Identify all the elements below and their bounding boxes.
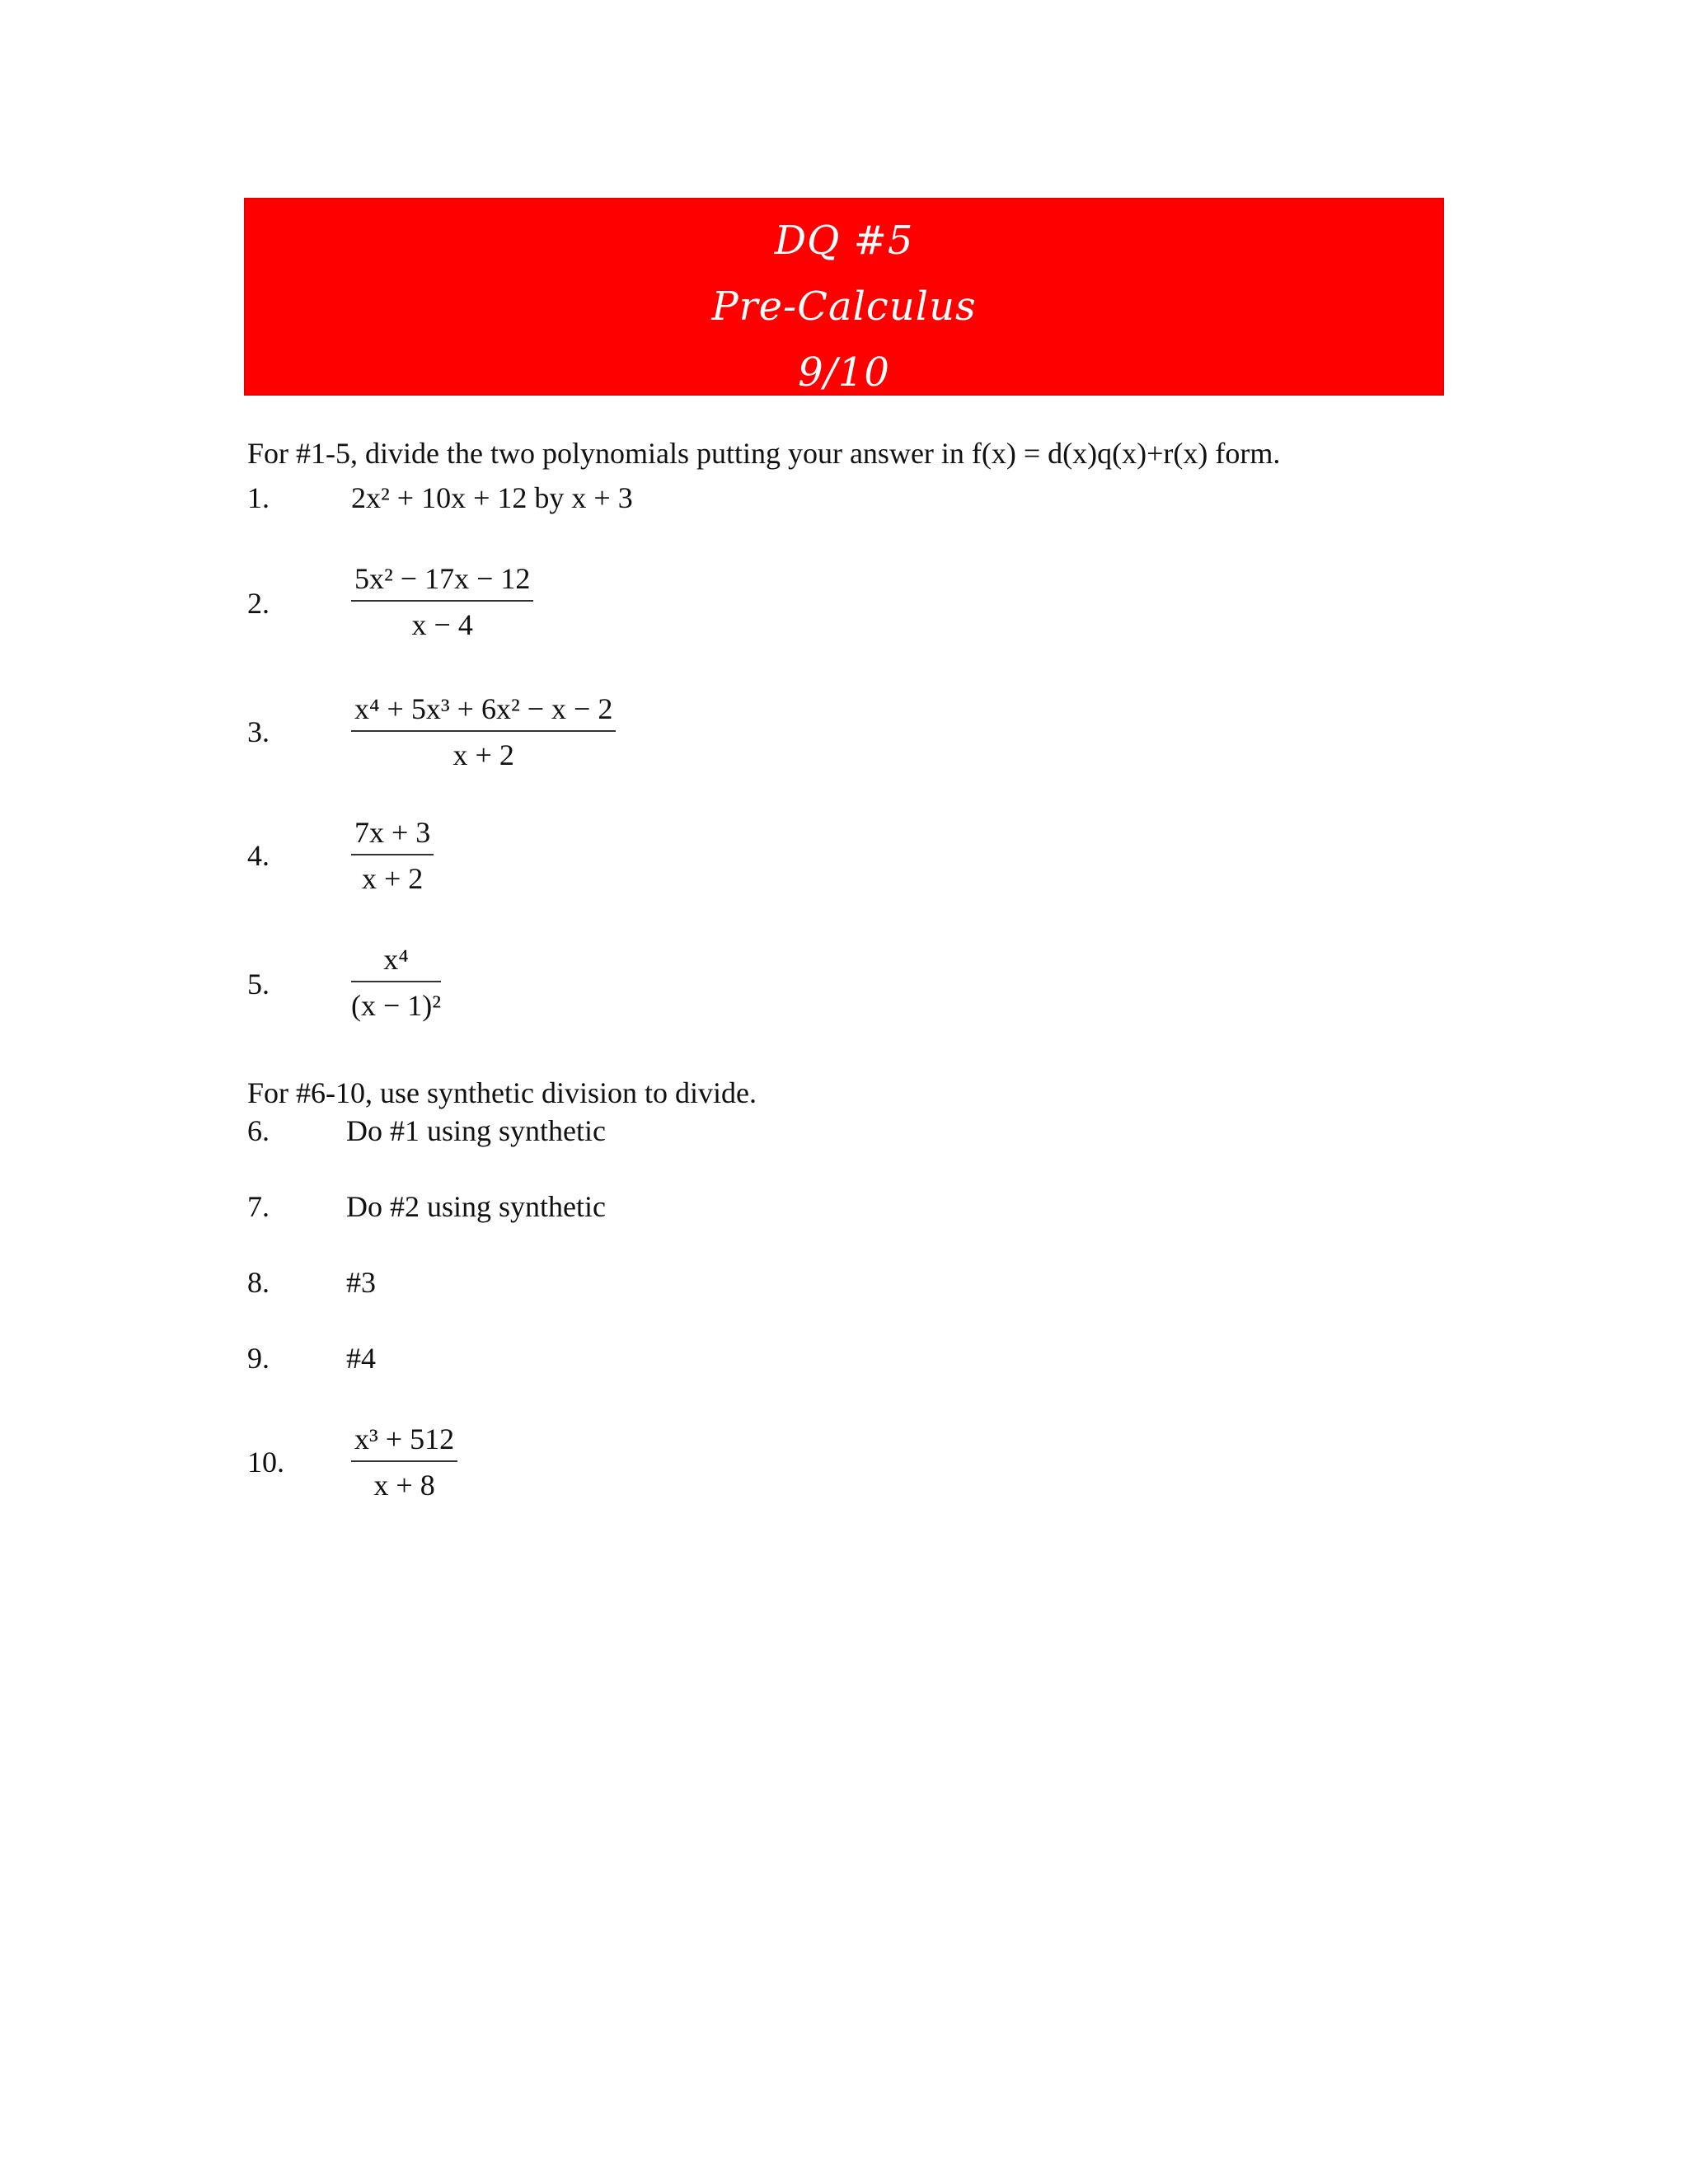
problem-2-fraction [351, 559, 533, 644]
problem-2-numerator: 5x² − 17x − 12 [354, 562, 531, 595]
title-line-course: Pre-Calculus [711, 284, 977, 330]
problem-2-number: 2. [247, 587, 270, 620]
problem-5-numerator: x⁴ [383, 943, 409, 976]
problem-5-denominator: (x − 1)² [351, 989, 442, 1022]
problem-10-denominator: x + 8 [373, 1469, 435, 1502]
problem-9-number: 9. [247, 1342, 270, 1375]
title-line-date: 9/10 [798, 349, 890, 396]
problem-10-numerator: x³ + 512 [354, 1422, 455, 1455]
problem-6-text: Do #1 using synthetic [346, 1114, 606, 1147]
problem-5-fraction [351, 940, 441, 1025]
problem-3-numerator: x⁴ + 5x³ + 6x² − x − 2 [354, 692, 613, 725]
problem-1-number: 1. [247, 481, 270, 514]
problem-4-denominator: x + 2 [362, 862, 424, 895]
problem-3-fraction [351, 689, 616, 775]
problem-1-expression: 2x² + 10x + 12 by x + 3 [351, 481, 633, 514]
problem-2-denominator: x − 4 [411, 608, 473, 641]
title-line-dq: DQ #5 [774, 218, 914, 264]
section2-instructions: For #6-10, use synthetic division to divide. [247, 1076, 757, 1109]
problem-7-number: 7. [247, 1190, 270, 1223]
problem-10-number: 10. [247, 1446, 284, 1479]
problem-8-number: 8. [247, 1266, 270, 1299]
section1-instructions: For #1-5, divide the two polynomials putting your answer in f(x) = d(x)q(x)+r(x) form. [247, 437, 1281, 470]
problem-4-numerator: 7x + 3 [354, 816, 431, 849]
problem-8-text: #3 [346, 1266, 376, 1299]
problem-3-denominator: x + 2 [452, 738, 514, 771]
problem-4-number: 4. [247, 839, 270, 872]
problem-7-text: Do #2 using synthetic [346, 1190, 606, 1223]
problem-9-text: #4 [346, 1342, 376, 1375]
problem-6-number: 6. [247, 1114, 270, 1147]
problem-3-number: 3. [247, 715, 270, 748]
problem-10-fraction [351, 1419, 457, 1505]
problem-4-fraction [351, 813, 434, 898]
problem-5-number: 5. [247, 968, 270, 1001]
title-banner [244, 198, 1444, 396]
